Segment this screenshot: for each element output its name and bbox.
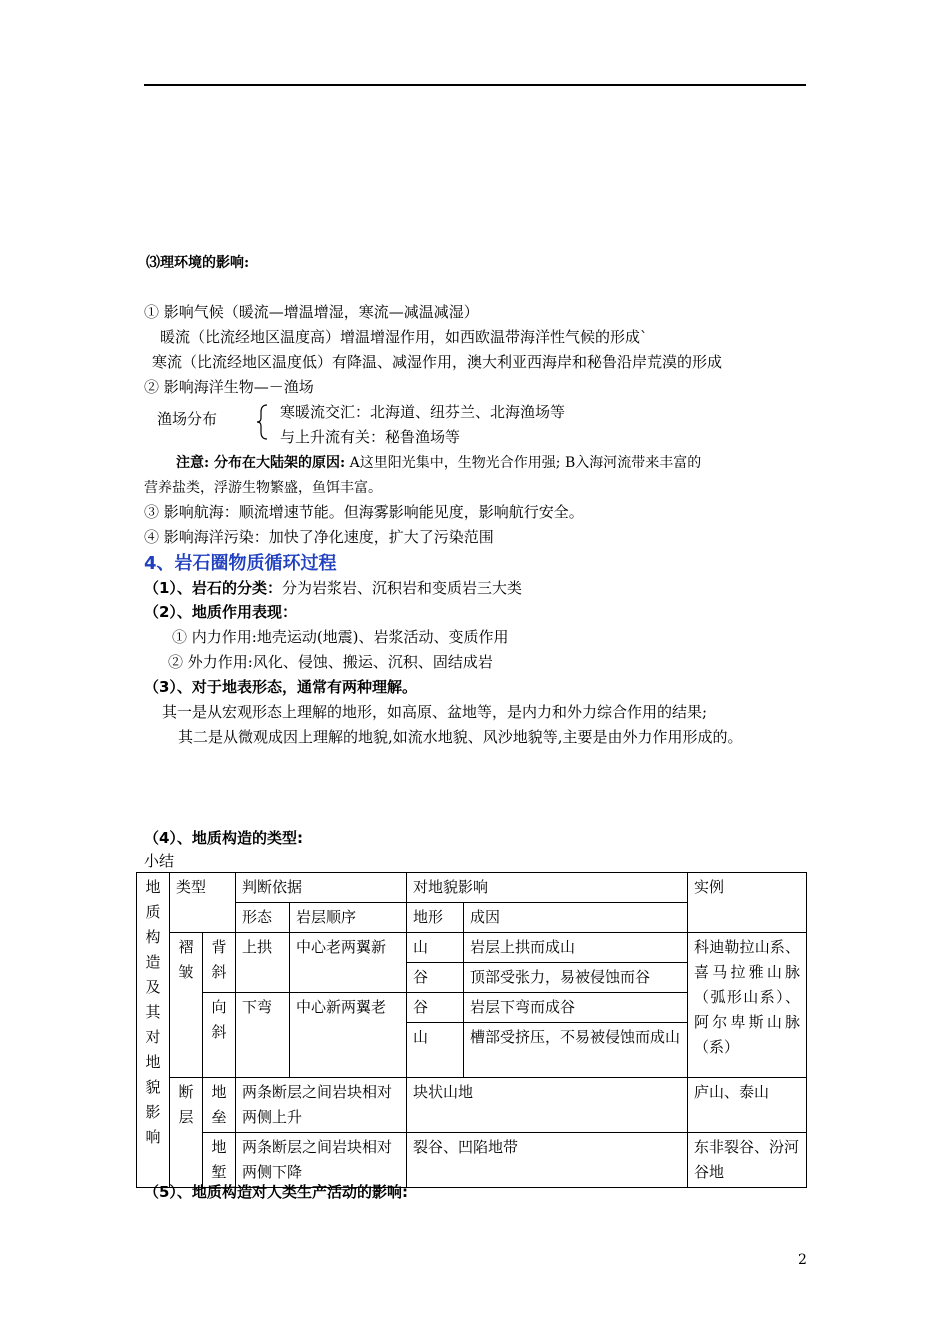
anticline-landforms: [407, 933, 464, 993]
syncline-causes: [464, 993, 688, 1078]
header-basis: 判断依据: [236, 873, 407, 903]
header-form: 形态: [236, 903, 290, 933]
marine-life-line: ② 影响海洋生物—－渔场: [144, 378, 314, 396]
rock-classification-text: 分为岩浆岩、沉积岩和变质岩三大类: [281, 579, 522, 597]
navigation-line: ③ 影响航海：顺流增速节能。但海雾影响能见度，影响航行安全。: [144, 503, 584, 521]
syncline-order: 中心新两翼老: [290, 993, 407, 1078]
geologic-structure-table: [136, 872, 807, 1188]
syncline-cause-2: 槽部受挤压，不易被侵蚀而成山: [470, 1028, 681, 1046]
anticline-order: 中心老两翼新: [290, 933, 407, 993]
header-landform: 地形: [407, 903, 464, 933]
syncline-landforms: [407, 993, 464, 1078]
graben-cell: 地堑: [203, 1133, 236, 1188]
fishery-item-1: 寒暖流交汇：北海道、纽芬兰、北海渔场等: [280, 403, 566, 421]
header-example: 实例: [688, 873, 807, 933]
syncline-cell: 向斜: [203, 993, 236, 1078]
structure-types-label: （4）、地质构造的类型:: [144, 829, 303, 847]
syncline-landform-2: 山: [413, 1028, 429, 1046]
internal-process: ① 内力作用:地壳运动(地震)、岩浆活动、变质作用: [172, 628, 509, 646]
graben-example: 东非裂谷、汾河谷地: [688, 1133, 807, 1188]
anticline-causes: [464, 933, 688, 993]
anticline-cause-1: 岩层上拱而成山: [464, 933, 687, 963]
anticline-cause-2: 顶部受张力，易被侵蚀而谷: [470, 968, 651, 986]
landform-understanding-label: （3）、对于地表形态，通常有两种理解。: [144, 678, 417, 696]
anticline-cell: 背斜: [203, 933, 236, 993]
graben-basis: 两条断层之间岩块相对两侧下降: [236, 1133, 407, 1188]
rock-classification-label: （1）、岩石的分类：: [144, 579, 282, 597]
horst-effect: 块状山地: [407, 1078, 688, 1133]
note-line-1: [176, 452, 701, 472]
landform-understanding-2: 其二是从微观成因上理解的地貌,如流水地貌、风沙地貌等,主要是由外力作用形成的。: [178, 728, 743, 746]
anticline-form: 上拱: [236, 933, 290, 993]
cold-current-line: 寒流（比流经地区温度低）有降温、减湿作用，澳大利亚西海岸和秘鲁沿岸荒漠的形成: [152, 353, 723, 371]
horst-basis: 两条断层之间岩块相对两侧上升: [236, 1078, 407, 1133]
section-4-title: 4、岩石圈物质循环过程: [144, 553, 337, 574]
left-brace-icon: [256, 404, 268, 440]
geologic-process-label: （2）、地质作用表现：: [144, 603, 297, 621]
syncline-landform-1: 谷: [407, 993, 463, 1023]
fold-cell: 褶皱: [170, 933, 203, 1078]
note-line-2: 营养盐类，浮游生物繁盛，鱼饵丰富。: [144, 480, 382, 496]
pollution-line: ④ 影响海洋污染：加快了净化速度，扩大了污染范围: [144, 528, 494, 546]
table-side-title: 地质构造及其对地貌影响: [137, 873, 170, 1188]
horst-example: 庐山、泰山: [688, 1078, 807, 1133]
header-order: 岩层顺序: [290, 903, 407, 933]
graben-effect: 裂谷、凹陷地带: [407, 1133, 688, 1188]
fishery-item-2: 与上升流有关：秘鲁渔场等: [280, 428, 461, 446]
external-process: ② 外力作用:风化、侵蚀、搬运、沉积、固结成岩: [168, 653, 493, 671]
syncline-cause-1: 岩层下弯而成谷: [464, 993, 687, 1023]
warm-current-line: 暖流（比流经地区温度高）增温增湿作用，如西欧温带海洋性气候的形成`: [160, 328, 648, 346]
anticline-landform-2: 谷: [413, 968, 429, 986]
section-3-title: ⑶理环境的影响:: [146, 255, 250, 271]
anticline-landform-1: 山: [407, 933, 463, 963]
fault-cell: 断层: [170, 1078, 203, 1188]
horst-cell: 地垒: [203, 1078, 236, 1133]
fishery-label: 渔场分布: [157, 410, 218, 428]
header-type: 类型: [170, 873, 236, 933]
landform-understanding-1: 其一是从宏观形态上理解的地形，如高原、盆地等，是内力和外力综合作用的结果;: [162, 703, 708, 721]
note-label: 注意: 分布在大陆架的原因:: [176, 455, 346, 471]
header-rule: [144, 84, 806, 86]
syncline-form: 下弯: [236, 993, 290, 1078]
header-effect: 对地貌影响: [407, 873, 688, 903]
summary-label: 小结: [144, 852, 175, 870]
human-impact-label: （5）、地质构造对人类生产活动的影响:: [144, 1183, 408, 1201]
fold-example: 科迪勒拉山系、喜马拉雅山脉（弧形山系）、阿尔卑斯山脉（系）: [688, 933, 807, 1078]
header-cause: 成因: [464, 903, 688, 933]
rock-classification: [144, 577, 522, 598]
note-text: A这里阳光集中，生物光合作用强; B入海河流带来丰富的: [345, 455, 702, 471]
page-number: 2: [798, 1252, 807, 1268]
climate-line: ① 影响气候（暖流—增温增湿，寒流—减温减湿）: [144, 303, 479, 321]
